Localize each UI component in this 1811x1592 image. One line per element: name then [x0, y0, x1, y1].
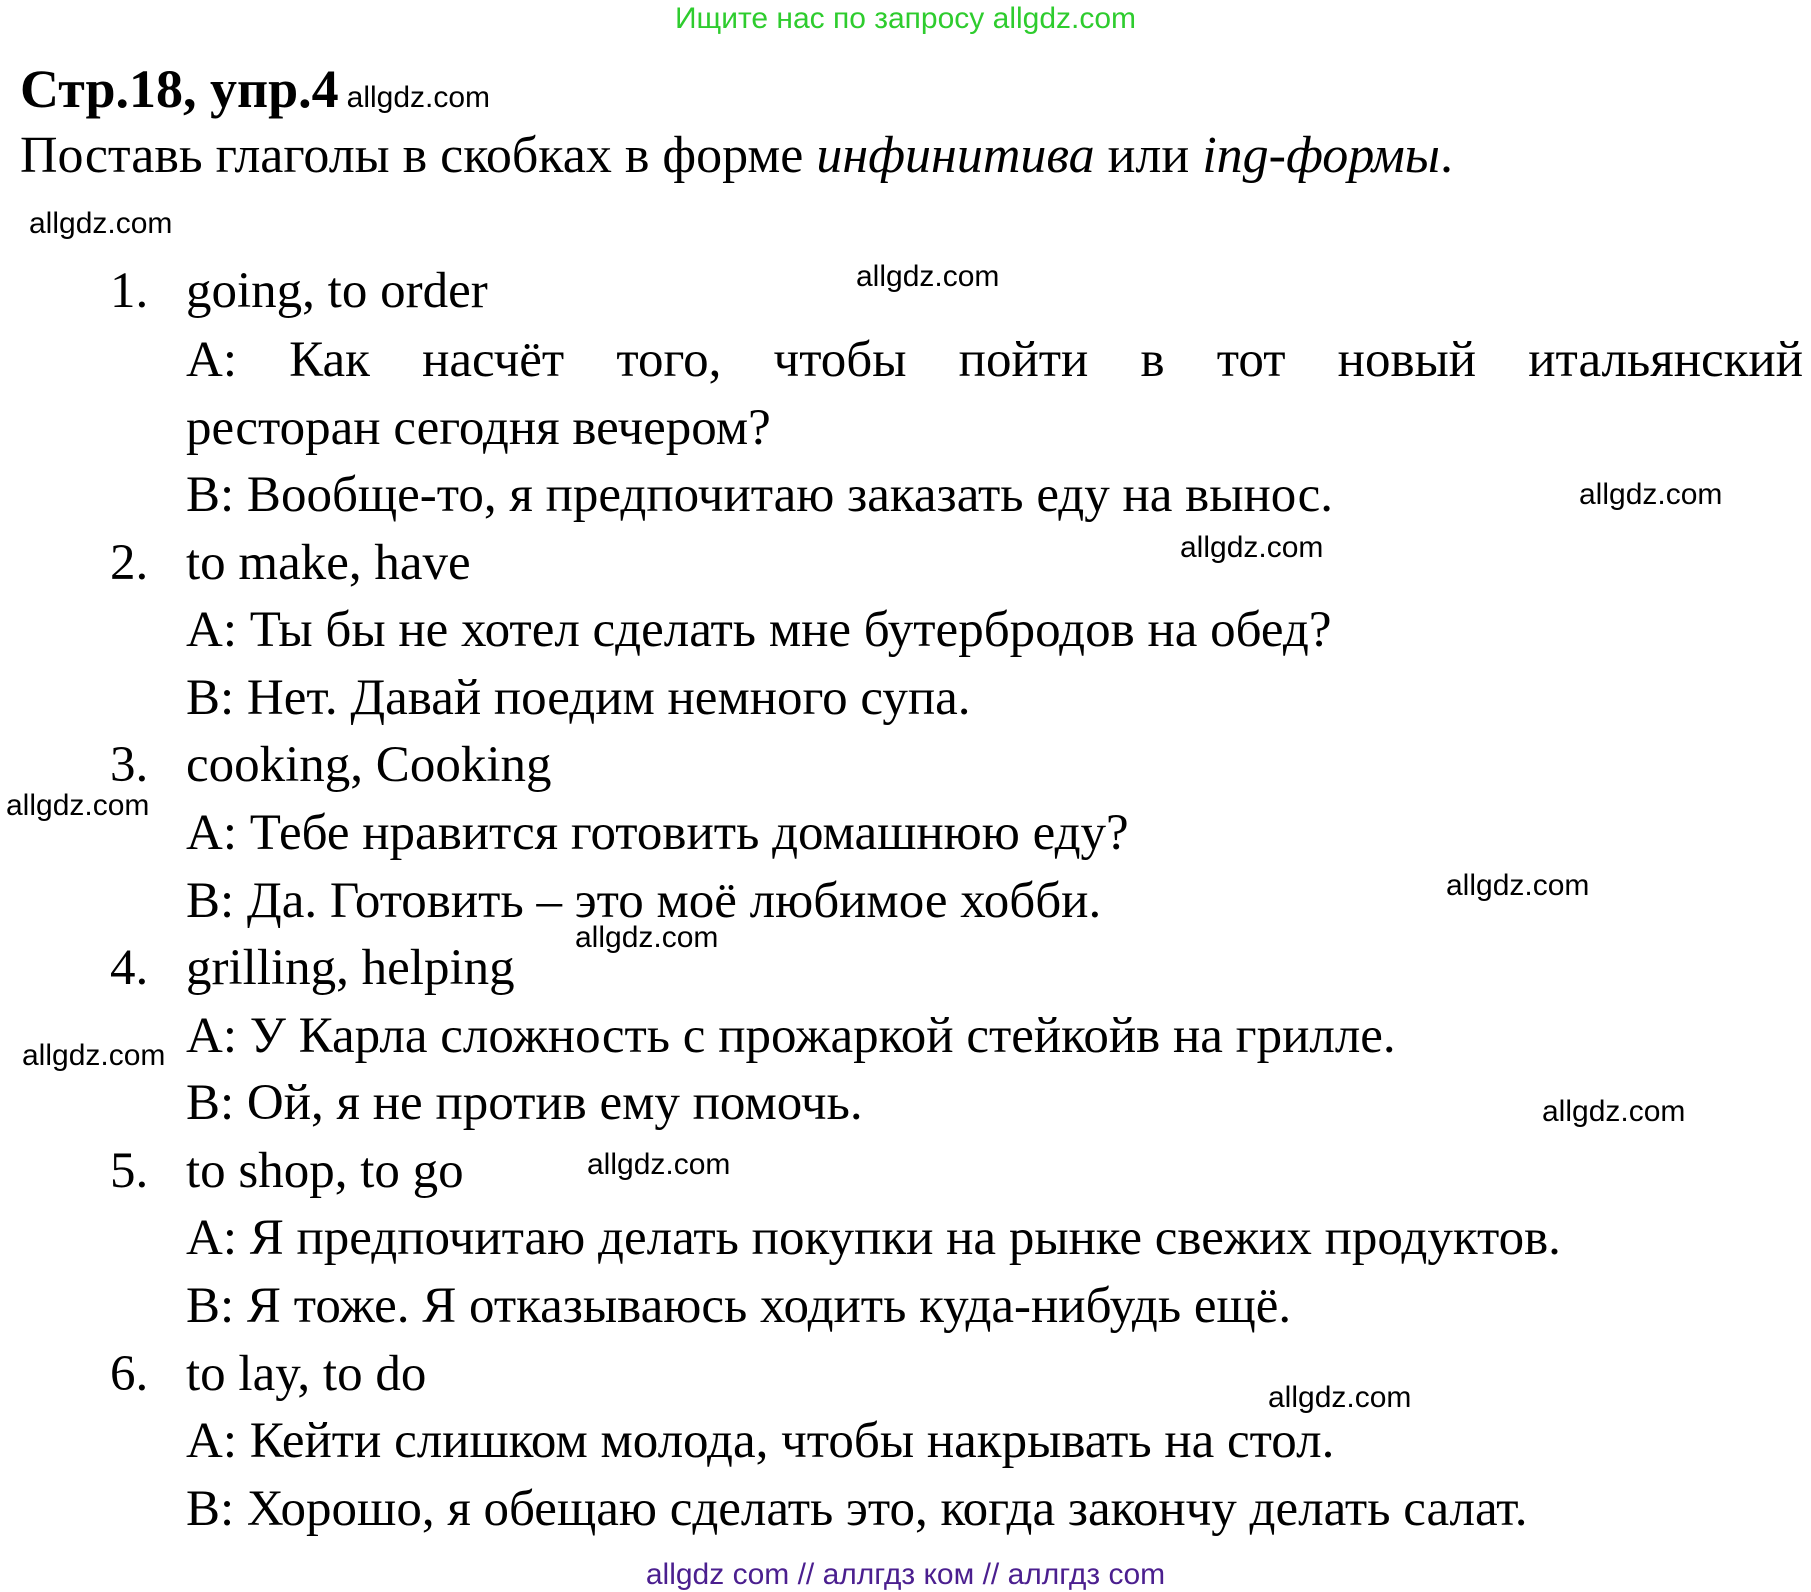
dialogue-b: В: Хорошо, я обещаю сделать это, когда закончу делать салат.	[186, 1481, 1528, 1537]
item-number: 1.	[110, 263, 149, 319]
watermark: allgdz.com	[6, 789, 150, 822]
watermark: allgdz.com	[1579, 478, 1723, 511]
dialogue-b: В: Я тоже. Я отказываюсь ходить куда-нибудь ещё.	[186, 1278, 1292, 1334]
instruction-text: .	[1440, 127, 1454, 184]
dialogue-a: А: Я предпочитаю делать покупки на рынке свежих продуктов.	[186, 1210, 1561, 1266]
dialogue-b: В: Ой, я не против ему помочь.	[186, 1075, 863, 1131]
dialogue-a: А: Ты бы не хотел сделать мне бутербродов на обед?	[186, 602, 1332, 658]
item-number: 4.	[110, 940, 149, 996]
search-banner: Ищите нас по запросу allgdz.com	[674, 2, 1137, 35]
watermark: allgdz.com	[1268, 1381, 1412, 1414]
watermark: allgdz.com	[1180, 531, 1324, 564]
watermark: allgdz.com	[346, 81, 491, 114]
instruction-text: Поставь глаголы в скобках в форме	[20, 127, 817, 184]
watermark: allgdz.com	[1446, 869, 1590, 902]
item-number: 3.	[110, 737, 149, 793]
item-answer: going, to order	[186, 263, 488, 319]
item-answer: to shop, to go	[186, 1143, 464, 1199]
watermark: allgdz.com	[587, 1148, 731, 1181]
dialogue-a: А: Как насчёт того, чтобы пойти в тот новый итальянский	[186, 332, 1803, 388]
item-number: 2.	[110, 535, 149, 591]
item-answer: cooking, Cooking	[186, 737, 552, 793]
dialogue-b: В: Да. Готовить – это моё любимое хобби.	[186, 873, 1102, 929]
exercise-title	[20, 58, 490, 120]
dialogue-a: А: Тебе нравится готовить домашнюю еду?	[186, 805, 1129, 861]
item-answer: to lay, to do	[186, 1346, 427, 1402]
item-number: 5.	[110, 1143, 149, 1199]
watermark: allgdz.com	[856, 260, 1000, 293]
item-number: 6.	[110, 1346, 149, 1402]
watermark: allgdz.com	[1542, 1095, 1686, 1128]
item-answer: to make, have	[186, 535, 471, 591]
dialogue-a: А: Кейти слишком молода, чтобы накрывать на стол.	[186, 1413, 1335, 1469]
dialogue-b: В: Нет. Давай поедим немного супа.	[186, 670, 971, 726]
instruction-text: или	[1094, 127, 1203, 184]
watermark: allgdz.com	[22, 1039, 166, 1072]
watermark: allgdz.com	[29, 207, 173, 240]
watermark: allgdz.com	[575, 921, 719, 954]
dialogue-a: А: У Карла сложность с прожаркой стейкойв на грилле.	[186, 1008, 1396, 1064]
instruction-italic: инфинитива	[816, 127, 1095, 184]
dialogue-a-cont: ресторан сегодня вечером?	[186, 400, 771, 456]
item-answer: grilling, helping	[186, 940, 515, 996]
footer-watermark: allgdz com // аллгдз ком // аллгдз com	[645, 1558, 1166, 1591]
instruction	[20, 126, 1453, 185]
instruction-italic: ing-формы	[1202, 127, 1441, 184]
dialogue-b: В: Вообще-то, я предпочитаю заказать еду на вынос.	[186, 467, 1333, 523]
title-text: Стр.18, упр.4	[20, 59, 339, 119]
